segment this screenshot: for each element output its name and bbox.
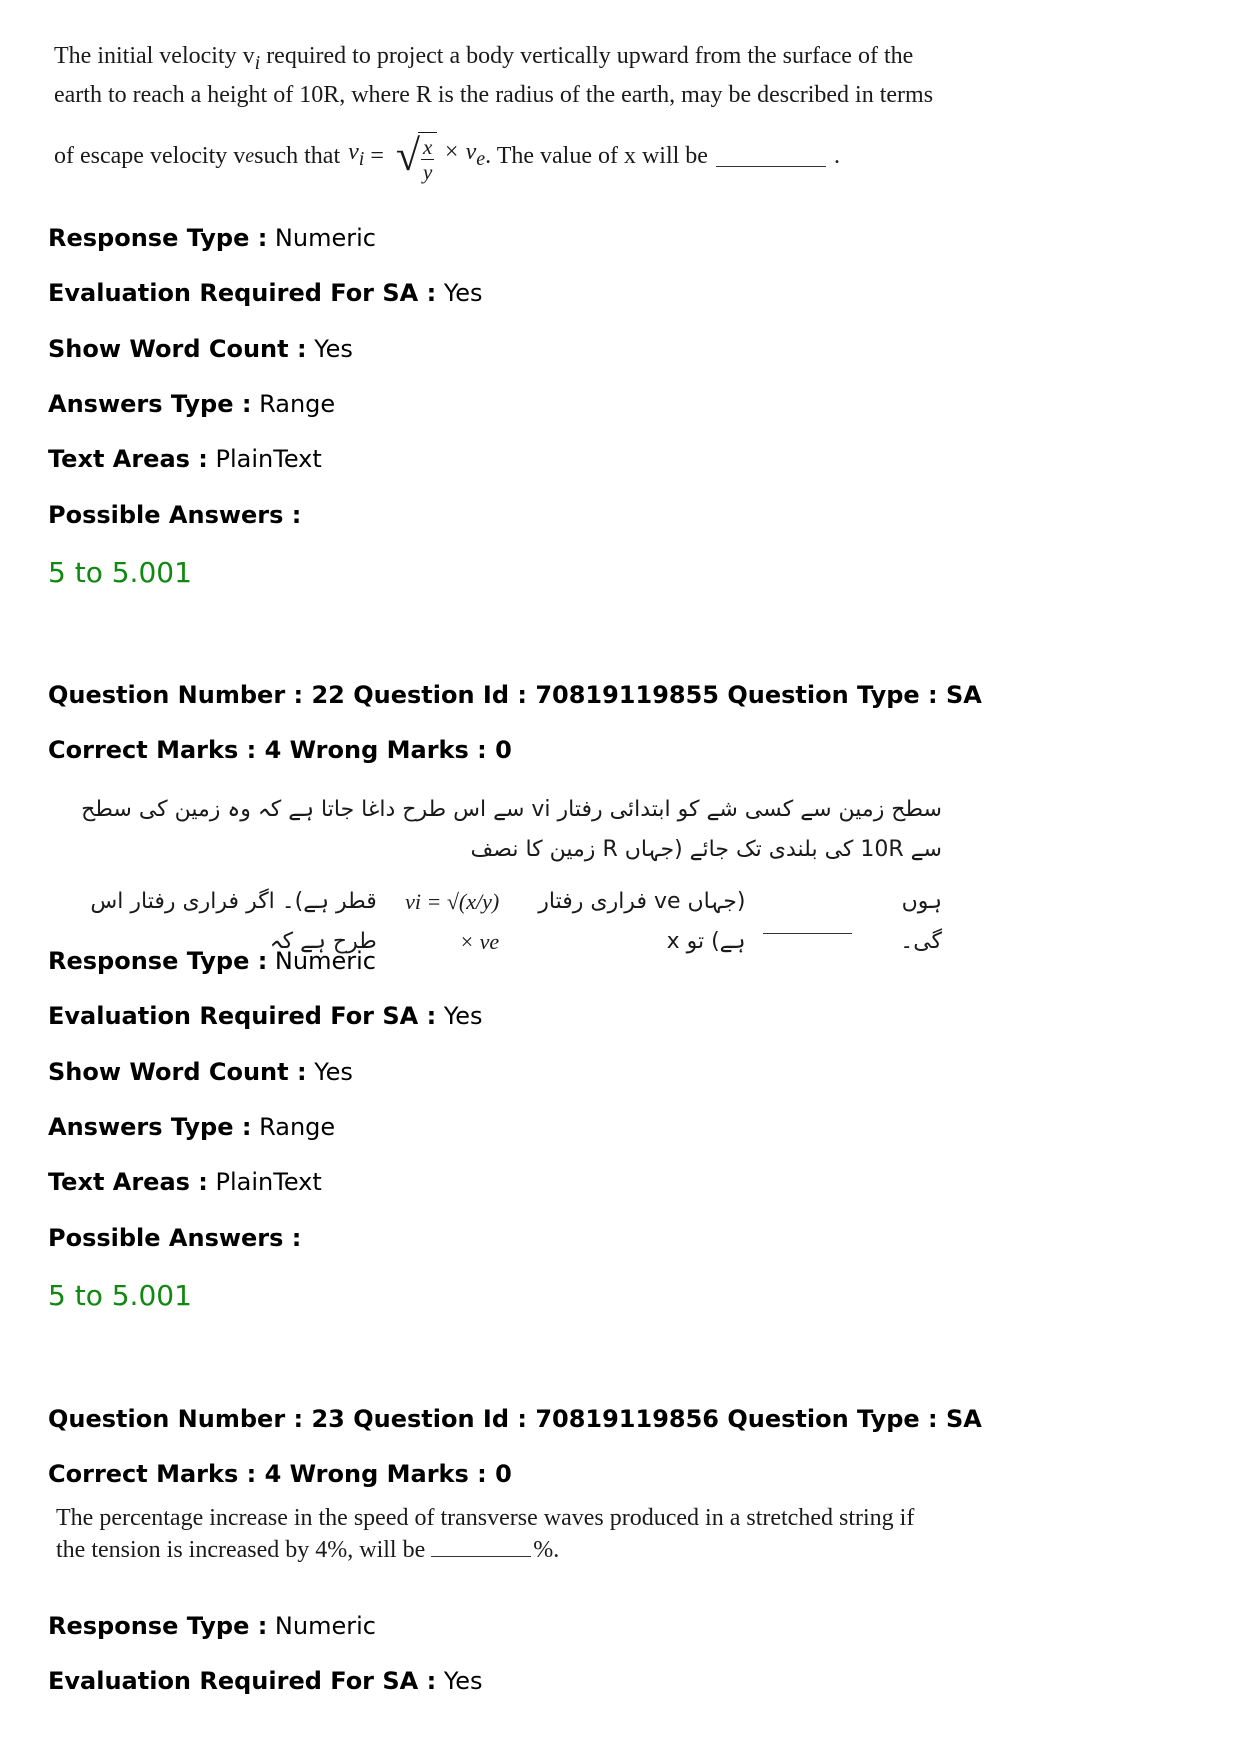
q22-urdu-question xyxy=(54,790,942,962)
answer-blank xyxy=(763,911,852,934)
q22-urdu-line1: سطح زمین سے کسی شے کو ابتدائی رفتار vi سے اس طرح داغا جاتا ہے کہ وہ زمین کی سطح سے 10R کی بلندی تک جائے (جہاں R زمین کا نصف xyxy=(81,797,942,862)
q21-formula-rhs: × $v_e$ xyxy=(443,139,486,171)
q23-header: Question Number : 23 Question Id : 70819119856 Question Type : SA xyxy=(48,1405,982,1433)
q21-line2: earth to reach a height of 10R, where R is the radius of the earth, may be described in terms xyxy=(54,81,934,108)
q21-answers-type: Answers Type : Range xyxy=(48,390,336,418)
q21-answer: 5 to 5.001 xyxy=(48,556,192,589)
q23-question-text xyxy=(56,1502,956,1566)
q23-line2: the tension is increased by 4%, will be %. xyxy=(56,1534,956,1566)
q21-line1: The initial velocity $v_i$ required to project a body vertically upward from the surface of the xyxy=(54,43,914,74)
q23-marks: Correct Marks : 4 Wrong Marks : 0 xyxy=(48,1460,512,1488)
q21-line3: of escape velocity v e such that $v_i$ = √ $\frac{x}{y}$ × $v_e$ . The value of x will be . xyxy=(54,121,954,191)
q21-possible-answers-label: Possible Answers : xyxy=(48,501,302,529)
q21-question-text xyxy=(54,40,954,191)
q22-evaluation-required: Evaluation Required For SA : Yes xyxy=(48,1002,483,1030)
q23-line1: The percentage increase in the speed of transverse waves produced in a stretched string if xyxy=(56,1505,915,1531)
q21-text-areas: Text Areas : PlainText xyxy=(48,445,322,473)
q21-fraction: $\frac{x}{y}$ xyxy=(418,132,437,186)
q21-evaluation-required: Evaluation Required For SA : Yes xyxy=(48,279,483,307)
q21-show-word-count: Show Word Count : Yes xyxy=(48,335,353,363)
q22-text-areas: Text Areas : PlainText xyxy=(48,1168,322,1196)
q22-response-type: Response Type : Numeric xyxy=(48,947,376,975)
answer-blank xyxy=(431,1534,531,1557)
q22-marks: Correct Marks : 4 Wrong Marks : 0 xyxy=(48,736,512,764)
q22-possible-answers-label: Possible Answers : xyxy=(48,1224,302,1252)
q22-answers-type: Answers Type : Range xyxy=(48,1113,336,1141)
q22-urdu-line2: قطر ہے)۔ اگر فراری رفتار اس طرح ہے کہ vi = √(x/y) × ve (جہاں ve فراری رفتار ہے) تو x ہوں گی۔ xyxy=(90,889,942,954)
q22-answer: 5 to 5.001 xyxy=(48,1279,192,1312)
q22-show-word-count: Show Word Count : Yes xyxy=(48,1058,353,1086)
q21-formula-lhs: $v_i$ xyxy=(348,139,365,171)
q23-evaluation-required: Evaluation Required For SA : Yes xyxy=(48,1667,483,1695)
q21-sqrt xyxy=(396,126,437,186)
sqrt-symbol: √ xyxy=(395,130,421,180)
q23-response-type: Response Type : Numeric xyxy=(48,1612,376,1640)
q21-response-type: Response Type : Numeric xyxy=(48,224,376,252)
q22-header: Question Number : 22 Question Id : 70819119855 Question Type : SA xyxy=(48,681,982,709)
answer-blank xyxy=(716,144,826,167)
